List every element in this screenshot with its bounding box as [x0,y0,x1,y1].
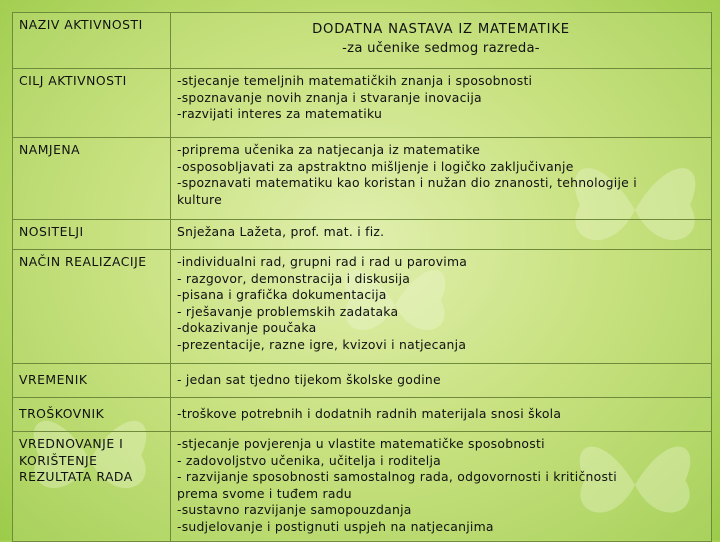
label-cell [13,220,171,250]
value-line: prema svome i tuđem radu [177,485,352,501]
value-line: -sudjelovanje i postignuti uspjeh na natjecanjima [177,518,494,534]
value-cell [171,364,712,398]
value-cell [171,250,712,364]
table-row-cilj [13,69,712,138]
row-label: NAZIV AKTIVNOSTI [19,17,143,32]
value-cell [171,220,712,250]
value-line: -pisana i grafička dokumentacija [177,287,387,302]
value-line: - rješavanje problemskih zadataka [177,303,399,319]
title-cell [171,13,712,69]
value-line: -stjecanje povjerenja u vlastite matematičke sposobnosti [177,436,545,451]
row-label: NAČIN REALIZACIJE [19,254,147,269]
value-line: -spoznavanje novih znanja i stvaranje inovacija [177,89,482,105]
label-cell [13,364,171,398]
label-cell [13,138,171,220]
row-label: VREDNOVANJE I KORIŠTENJE REZULTATA RADA [19,436,133,484]
table-row-nacin [13,250,712,364]
label-cell [13,69,171,138]
value-line: - razvijanje sposobnosti samostalnog rada, odgovornosti i kritičnosti [177,469,617,484]
row-label: CILJ AKTIVNOSTI [19,73,127,88]
value-line: kulture [177,191,222,207]
value-line: -troškove potrebnih i dodatnih radnih materijala snosi škola [177,406,562,422]
label-cell [13,398,171,432]
table-row-title [13,13,712,69]
value-line: -stjecanje temeljnih matematičkih znanja i sposobnosti [177,73,533,88]
row-label: NAMJENA [19,142,81,157]
label-cell [13,250,171,364]
page-subtitle: -za učenike sedmog razreda- [342,41,540,56]
value-cell [171,398,712,432]
value-line: -spoznavati matematiku kao koristan i nužan dio znanosti, tehnologije i [177,175,637,190]
row-label: NOSITELJI [19,224,84,239]
row-label: VREMENIK [19,372,88,388]
value-line: -individualni rad, grupni rad i rad u parovima [177,254,468,269]
value-line: -osposobljavati za apstraktno mišljenje i logičko zaključivanje [177,158,574,174]
value-line: -prezentacije, razne igre, kvizovi i natjecanja [177,336,467,352]
activity-table [12,12,712,542]
table-row-vrednovanje [13,432,712,542]
value-line: -priprema učenika za natjecanja iz matematike [177,142,481,157]
table-row-troskovnik [13,398,712,432]
table-row-vremenik [13,364,712,398]
value-cell [171,69,712,138]
value-line: -razvijati interes za matematiku [177,106,383,121]
value-line: - jedan sat tjedno tijekom školske godine [177,372,441,388]
label-cell [13,432,171,542]
value-line: - razgovor, demonstracija i diskusija [177,270,411,286]
row-label: TROŠKOVNIK [19,406,105,422]
value-cell [171,432,712,542]
value-line: -dokazivanje poučaka [177,320,317,335]
label-cell [13,13,171,69]
page-title: DODATNA NASTAVA IZ MATEMATIKE [312,22,570,37]
value-line: - zadovoljstvo učenika, učitelja i roditelja [177,452,441,468]
table-row-namjena [13,138,712,220]
value-line: -sustavno razvijanje samopouzdanja [177,502,412,517]
value-cell [171,138,712,220]
table-row-nositelji [13,220,712,250]
value-line: Snježana Lažeta, prof. mat. i fiz. [177,224,385,239]
